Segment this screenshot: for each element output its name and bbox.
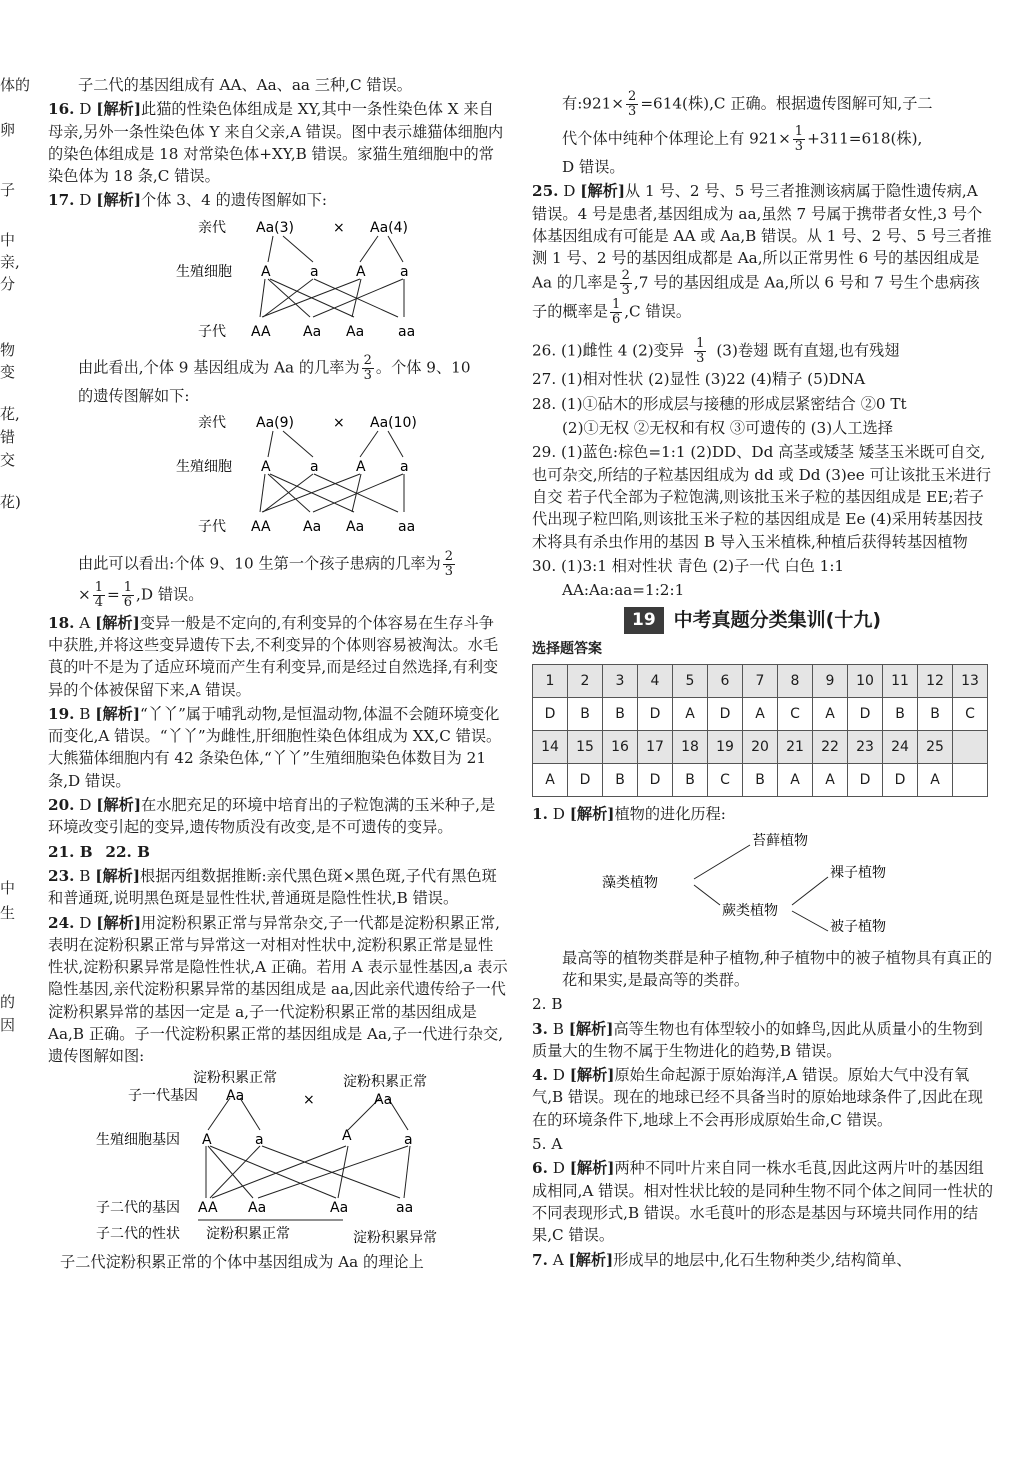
parent-genotype: Aa xyxy=(374,1091,393,1108)
answer-letter: D xyxy=(79,796,92,815)
fraction: $\frac{2}{3}$ xyxy=(621,268,630,299)
edge-fragment: 亲, xyxy=(0,253,20,271)
text: × xyxy=(78,585,91,604)
table-cell: 16 xyxy=(603,731,638,764)
answer-letter: B xyxy=(79,866,91,885)
offspring-genotype: AA xyxy=(198,1199,218,1216)
question-16 xyxy=(48,98,508,187)
analysis-text: 变异一般是不定向的,有利变异的个体容易在生存斗争中获胜,并将这些变异遗传下去,不利变异的个体则容易被淘汰。水毛茛的叶不是为了适应环境而产生有利变异,而是经过自然选择,有利变异的个体被保留下来,A 错误。 xyxy=(48,613,499,699)
edge-fragment: 子 xyxy=(0,181,16,199)
question-19 xyxy=(48,703,508,792)
answer-text: 子二代的基因组成有 AA、Aa、aa 三种,C 错误。 xyxy=(78,76,412,94)
parent-genotype: Aa(10) xyxy=(370,415,417,432)
table-cell: D xyxy=(568,764,603,797)
tree-node: 裸子植物 xyxy=(830,865,886,882)
sel-question-6: 6. D [解析]两种不同叶片来自同一株水毛茛,因此这两片叶的基因组成相同,A 错误。相对性状比较的是同种生物不同个体之间同一性状的不同表现形式,B 错误。水毛茛叶的形态是基因与环境共同作用的结果,C 错误。 xyxy=(532,1159,994,1245)
table-cell: 12 xyxy=(918,665,953,698)
offspring-label: 子代 xyxy=(198,323,226,340)
f2-trait-label: 子二代的性状 xyxy=(96,1225,180,1242)
answer-letter: D xyxy=(79,191,92,210)
parent-genotype: Aa(4) xyxy=(370,219,408,236)
table-cell: D xyxy=(638,764,673,797)
edge-fragment: 物 xyxy=(0,341,16,359)
parent-genotype: Aa xyxy=(226,1087,245,1104)
table-cell: 4 xyxy=(638,665,673,698)
question-30: 30. (1)3:1 相对性状 青色 (2)子一代 白色 1:1 xyxy=(532,556,845,575)
question-27: 27. (1)相对性状 (2)显性 (3)22 (4)精子 (5)DNA xyxy=(532,370,866,389)
answer-text: 子二代淀粉积累正常的个体中基因组成为 Aa 的理论上 xyxy=(60,1252,424,1271)
table-cell: B xyxy=(918,698,953,731)
analysis-tag: [解析] xyxy=(96,796,142,815)
fraction: $\frac{2}{3}$ xyxy=(444,548,453,579)
sel-question-7: 7. A [解析]形成早的地层中,化石生物种类少,结构简单、 xyxy=(532,1250,912,1269)
table-cell: D xyxy=(848,764,883,797)
genetic-diagram-3 xyxy=(48,1070,508,1245)
parent-label: 亲代 xyxy=(198,219,226,236)
plant-evolution-tree xyxy=(532,827,992,932)
analysis-text: 从 1 号、2 号、5 号三者推测该病属于隐性遗传病,A 错误。4 号是患者,基因组成为 aa,虽然 7 号属于携带者女性,3 号个体基因组成有可能是 AA 或 Aa,B 错误。从 1 号、2 号、5 号三者推测 1 号、2 号的基因组成都是 Aa,所以正常男性 6 号的基因组成是 Aa 的几率是 xyxy=(532,182,992,292)
table-cell: A xyxy=(743,698,778,731)
offspring-genotype: aa xyxy=(396,1199,414,1216)
table-cell: B xyxy=(673,764,708,797)
table-cell: A xyxy=(533,764,568,797)
table-cell: 15 xyxy=(568,731,603,764)
offspring-genotype: aa xyxy=(398,519,416,536)
edge-fragment: 卵 xyxy=(0,121,16,139)
table-cell: 5 xyxy=(673,665,708,698)
gamete: a xyxy=(310,459,319,476)
table-cell: A xyxy=(813,698,848,731)
analysis-tag: [解析] xyxy=(96,913,142,932)
table-cell: 14 xyxy=(533,731,568,764)
table-cell: 23 xyxy=(848,731,883,764)
analysis-text: 在水肥充足的环境中培育出的子粒饱满的玉米种子,是环境改变引起的变异,遗传物质没有改变,是不可遗传的变异。 xyxy=(48,796,496,837)
edge-fragment: 错 xyxy=(0,428,16,446)
question-28-cont: (2)①无权 ②无权和有权 ③可遗传的 (3)人工选择 xyxy=(562,419,893,438)
table-cell: A xyxy=(673,698,708,731)
table-cell: C xyxy=(708,764,743,797)
table-row xyxy=(533,698,988,731)
gamete: a xyxy=(310,263,319,280)
analysis-tag: [解析] xyxy=(95,704,141,723)
f2-gene-label: 子二代的基因 xyxy=(96,1199,180,1216)
question-21-22 xyxy=(48,841,508,863)
table-cell: 2 xyxy=(568,665,603,698)
answer-letter: D xyxy=(79,913,92,932)
table-cell: D xyxy=(533,698,568,731)
sel-question-5: 5. A xyxy=(532,1135,563,1154)
subheading: 选择题答案 xyxy=(532,640,602,657)
table-cell: 1 xyxy=(533,665,568,698)
gamete: A xyxy=(202,1131,212,1148)
offspring-genotype: Aa xyxy=(248,1199,267,1216)
table-cell: 24 xyxy=(883,731,918,764)
table-cell: 17 xyxy=(638,731,673,764)
genetic-diagram-2 xyxy=(48,409,508,539)
table-cell: A xyxy=(918,764,953,797)
analysis-text: 个体 3、4 的遗传图解如下: xyxy=(141,191,328,210)
table-cell: B xyxy=(568,698,603,731)
table-row xyxy=(533,764,988,797)
question-28: 28. (1)①砧木的形成层与接穗的形成层紧密结合 ②0 Tt xyxy=(532,394,907,413)
question-number: 20. xyxy=(48,796,75,815)
fraction: $\frac{2}{3}$ xyxy=(363,353,372,384)
table-cell: D xyxy=(848,698,883,731)
gamete-label: 生殖细胞 xyxy=(176,263,232,280)
edge-fragment: 花) xyxy=(0,493,21,511)
answer-text: D 错误。 xyxy=(562,158,625,176)
table-cell: A xyxy=(813,764,848,797)
analysis-text: 此猫的性染色体组成是 XY,其中一条性染色体 X 来自母亲,另外一条性染色体 Y 来自父亲,A 错误。图中表示雄猫体细胞内的染色体组成是 18 对常染色体+XY,B 错误。家猫生殖细胞中的常染色体为 18 条,C 错误。 xyxy=(48,100,504,186)
table-row xyxy=(533,731,988,764)
question-number: 19. xyxy=(48,704,75,723)
table-cell: 20 xyxy=(743,731,778,764)
sel-question-2: 2. B xyxy=(532,995,563,1014)
table-cell: 11 xyxy=(883,665,918,698)
trait-value: 淀粉积累正常 xyxy=(206,1225,290,1242)
section-header xyxy=(624,607,994,633)
edge-fragment: 的 xyxy=(0,993,16,1011)
table-cell: B xyxy=(883,698,918,731)
cross-symbol: × xyxy=(333,415,345,432)
table-cell: 10 xyxy=(848,665,883,698)
answer-table xyxy=(532,664,988,797)
table-cell: 18 xyxy=(673,731,708,764)
answer-letter: D xyxy=(563,182,576,201)
analysis-text: 用淀粉积累正常与异常杂交,子一代都是淀粉积累正常,表明在淀粉积累正常与异常这一对相对性状中,淀粉积累正常是显性性状,淀粉积累异常是隐性性状,A 正确。若用 A 表示显性基因,a 表示隐性基因,亲代淀粉积累异常的基因组成是 aa,因此亲代遗传给子一代淀粉积累异常的基因一定是 a,子一代淀粉积累正常的基因组成是 Aa,B 正确。子一代淀粉积累正常的基因组成是 Aa,子一代进行杂交,遗传图解如图: xyxy=(48,913,508,1066)
gamete: a xyxy=(404,1131,413,1148)
tree-node: 苔藓植物 xyxy=(752,833,808,850)
fraction: $\frac{1}{6}$ xyxy=(611,297,621,328)
gamete: A xyxy=(356,263,366,280)
table-cell: 19 xyxy=(708,731,743,764)
table-row xyxy=(533,665,988,698)
edge-fragment: 中 xyxy=(0,231,16,249)
table-cell: 7 xyxy=(743,665,778,698)
question-number: 18. xyxy=(48,613,75,632)
question-17 xyxy=(48,189,508,211)
tree-node: 被子植物 xyxy=(830,919,886,933)
answer-21: 21. B xyxy=(48,842,93,861)
sel-question-1: 1. D [解析]植物的进化历程: xyxy=(532,805,726,824)
section-title: 中考真题分类集训(十九) xyxy=(673,609,882,632)
analysis-text: ,7 号的基因组成是 Aa,所以 6 号和 7 号生个患病孩子的概率是 xyxy=(532,273,980,321)
table-cell: 6 xyxy=(708,665,743,698)
table-cell: 25 xyxy=(918,731,953,764)
fraction: $\frac{2}{3}$ xyxy=(628,89,637,119)
offspring-genotype: Aa xyxy=(330,1199,349,1216)
gamete: a xyxy=(255,1131,264,1148)
tree-node: 藻类植物 xyxy=(602,875,658,892)
text: ,D 错误。 xyxy=(136,585,204,604)
fraction: $\frac{1}{6}$ xyxy=(123,579,133,610)
parent-genotype: Aa(3) xyxy=(256,219,294,236)
edge-fragment: 生 xyxy=(0,904,16,922)
answer-text: 代个体中纯种个体理论上有 921× $\frac{1}{3}$ +311=618(株), xyxy=(562,124,923,154)
gamete: A xyxy=(356,459,366,476)
answer-22: 22. B xyxy=(105,842,150,861)
offspring-genotype: Aa xyxy=(346,519,365,536)
analysis-text: ,C 错误。 xyxy=(624,302,692,321)
fraction: $\frac{1}{3}$ xyxy=(696,336,705,367)
table-cell: 3 xyxy=(603,665,638,698)
table-cell: 13 xyxy=(953,665,988,698)
question-29: 29. (1)蓝色:棕色=1:1 (2)DD、Dd 高茎或矮茎 矮茎玉米既可自交,也可杂交,所结的子粒基因组成为 dd 或 Dd (3)ee 可让该批玉米进行自交 若子代全部为子粒饱满,则该批玉米子粒的基因组成是 EE;若子代出现子粒凹陷,则该批玉米子粒的基因组成是 Ee (4)采用转基因技术将具有杀虫作用的基因 B 导入玉米植株,种植后获得转基因植物 xyxy=(532,443,992,551)
tree-node: 蕨类植物 xyxy=(722,903,778,920)
f1-gene-label: 子一代基因 xyxy=(128,1087,198,1104)
table-cell: 8 xyxy=(778,665,813,698)
table-cell: C xyxy=(953,698,988,731)
fraction: $\frac{1}{3}$ xyxy=(794,124,804,154)
fraction: $\frac{1}{4}$ xyxy=(94,579,104,610)
edge-fragment: 体的 xyxy=(0,76,31,94)
answer-letter: D xyxy=(79,100,92,119)
cross-symbol: × xyxy=(333,219,345,236)
offspring-genotype: Aa xyxy=(303,323,322,340)
question-24 xyxy=(48,912,508,1068)
question-17-text: 的遗传图解如下: xyxy=(78,387,190,406)
text: = xyxy=(107,585,120,604)
gamete-label: 生殖细胞 xyxy=(176,459,232,476)
question-number: 23. xyxy=(48,866,75,885)
table-cell: B xyxy=(743,764,778,797)
offspring-genotype: Aa xyxy=(346,323,365,340)
analysis-text: “丫丫”属于哺乳动物,是恒温动物,体温不会随环境变化而变化,A 错误。“丫丫”为雌性,肝细胞性染色体组成为 XX,C 错误。大熊猫体细胞内有 42 条染色体,“丫丫”生殖细胞染色体数目为 21 条,D 错误。 xyxy=(48,704,502,790)
analysis-tag: [解析] xyxy=(95,866,141,885)
answer-letter: B xyxy=(79,704,91,723)
sel-question-3: 3. B [解析]高等生物也有体型较小的如蜂鸟,因此从质量小的生物到质量大的生物不属于生物进化的趋势,B 错误。 xyxy=(532,1019,983,1060)
analysis-text: 根据丙组数据推断:亲代黑色斑×黑色斑,子代有黑色斑和普通斑,说明黑色斑是显性性状,普通斑是隐性性状,B 错误。 xyxy=(48,866,497,908)
table-cell xyxy=(953,731,988,764)
gamete: A xyxy=(261,263,271,280)
question-17-text xyxy=(48,581,508,610)
question-number: 17. xyxy=(48,191,75,210)
edge-fragment: 分 xyxy=(0,275,16,293)
offspring-genotype: AA xyxy=(251,323,271,340)
cross-symbol: × xyxy=(303,1091,315,1108)
text: 由此可以看出:个体 9、10 生第一个孩子患病的几率为 xyxy=(78,554,441,573)
right-column xyxy=(532,90,994,1273)
table-cell: 9 xyxy=(813,665,848,698)
question-30-cont: AA:Aa:aa=1:2:1 xyxy=(562,581,685,600)
left-column xyxy=(48,74,508,1275)
analysis-tag: [解析] xyxy=(95,613,140,632)
edge-fragment: 交 xyxy=(0,451,16,469)
question-number: 16. xyxy=(48,100,75,119)
question-18 xyxy=(48,612,508,701)
table-cell: 22 xyxy=(813,731,848,764)
table-cell: D xyxy=(638,698,673,731)
gamete: a xyxy=(400,459,409,476)
edge-fragment: 中 xyxy=(0,879,16,897)
analysis-tag: [解析] xyxy=(580,182,626,201)
question-17-text xyxy=(48,354,508,383)
trait-label: 淀粉积累正常 xyxy=(193,1069,277,1086)
answer-text: 有:921× $\frac{2}{3}$ =614(株),C 正确。根据遗传图解可知,子二 xyxy=(562,89,933,119)
answer-text: 最高等的植物类群是种子植物,种子植物中的被子植物具有真正的花和果实,是最高等的类群。 xyxy=(562,948,993,989)
question-number: 24. xyxy=(48,913,75,932)
table-cell xyxy=(953,764,988,797)
table-cell: 21 xyxy=(778,731,813,764)
question-25 xyxy=(532,180,994,327)
question-17-text xyxy=(48,550,508,579)
edge-fragment: 因 xyxy=(0,1016,16,1034)
question-number: 25. xyxy=(532,182,559,201)
question-20 xyxy=(48,794,508,839)
question-26: 26. (1)雌性 4 (2)变异 $\frac{1}{3}$ (3)卷翅 既有直翅,也有残翅 xyxy=(532,336,900,367)
offspring-genotype: aa xyxy=(398,323,416,340)
section-number: 19 xyxy=(624,607,664,633)
table-cell: C xyxy=(778,698,813,731)
offspring-genotype: AA xyxy=(251,519,271,536)
answer-letter: A xyxy=(79,613,91,632)
table-cell: B xyxy=(603,764,638,797)
analysis-tag: [解析] xyxy=(96,191,142,210)
parent-genotype: Aa(9) xyxy=(256,415,294,432)
text: 。个体 9、10 xyxy=(375,358,471,377)
offspring-genotype: Aa xyxy=(303,519,322,536)
parent-label: 亲代 xyxy=(198,415,226,432)
offspring-label: 子代 xyxy=(198,519,226,536)
gamete: A xyxy=(342,1127,352,1144)
genetic-diagram-1 xyxy=(48,214,508,344)
gamete: A xyxy=(261,459,271,476)
sel-question-4: 4. D [解析]原始生命起源于原始海洋,A 错误。原始大气中没有氧气,B 错误。现在的地球已经不具备当时的原始地球条件了,因此在现在的环境条件下,地球上不会再形成原始生命,C 错误。 xyxy=(532,1066,983,1129)
gamete-label: 生殖细胞基因 xyxy=(96,1131,180,1148)
edge-fragment: 变 xyxy=(0,363,16,381)
table-cell: A xyxy=(778,764,813,797)
table-cell: D xyxy=(708,698,743,731)
trait-label: 淀粉积累正常 xyxy=(343,1073,427,1090)
analysis-tag: [解析] xyxy=(96,100,142,119)
trait-value: 淀粉积累异常 xyxy=(353,1229,437,1245)
edge-fragment: 花, xyxy=(0,405,20,423)
table-cell: D xyxy=(883,764,918,797)
table-cell: B xyxy=(603,698,638,731)
question-23 xyxy=(48,865,508,910)
text: 由此看出,个体 9 基因组成为 Aa 的几率为 xyxy=(78,358,360,377)
gamete: a xyxy=(400,263,409,280)
